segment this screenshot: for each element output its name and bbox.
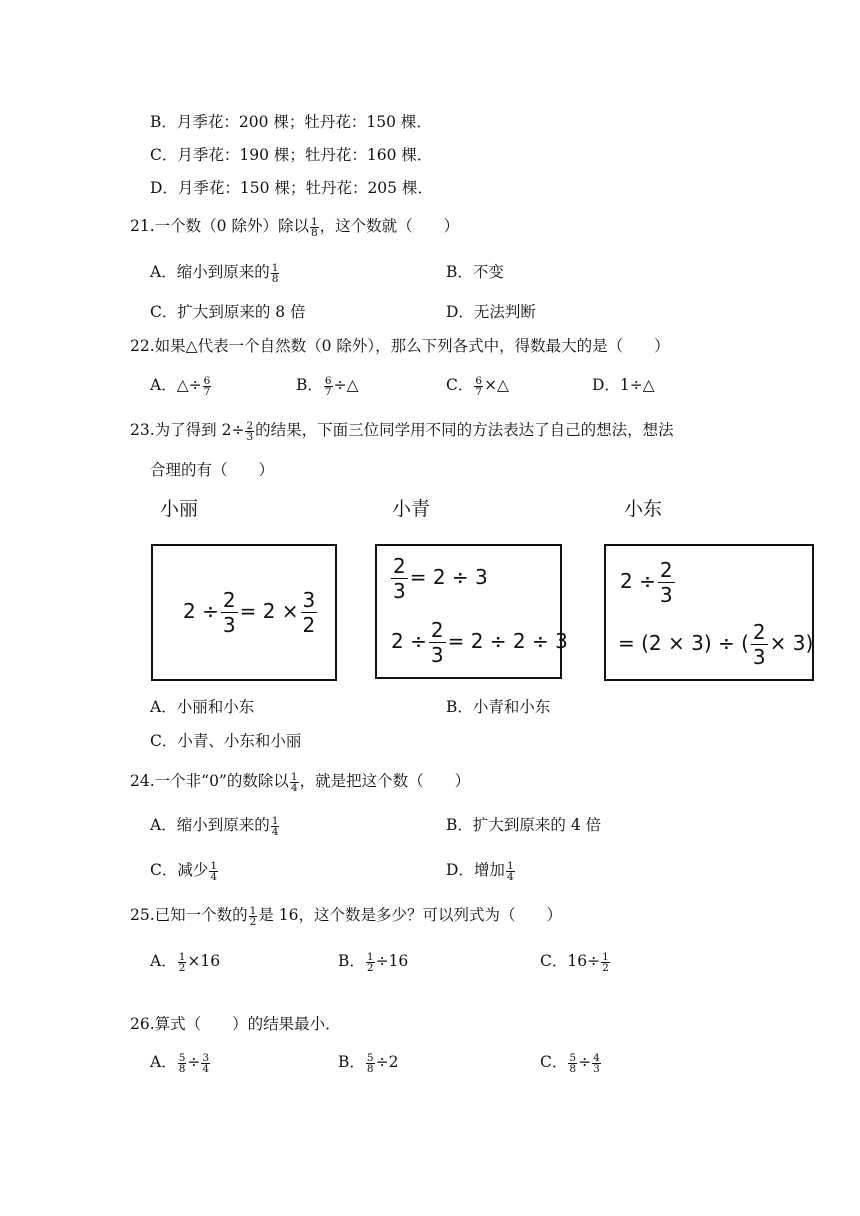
fraction: $\frac{1}{2}$ [249,904,257,928]
q21-option-c: C．扩大到原来的 8 倍 [150,303,306,321]
fraction: $\frac{1}{8}$ [310,215,318,239]
q23-stem-cont: 合理的有（ ） [150,461,275,479]
q23-stem: 23.为了得到 2÷ $\frac{2}{3}$ 的结果，下面三位同学用不同的方法表达了自己的想法，想法 [130,419,674,443]
q22-stem: 22.如果△代表一个自然数（0 除外），那么下列各式中，得数最大的是（ ） [130,337,670,355]
q20-option-d: D．月季花：150 棵；牡丹花：205 棵． [150,179,433,197]
q22-option-d: D．1÷△ [592,376,655,394]
fraction: $\frac{1}{8}$ [271,261,279,285]
fraction: $\frac{5}{8}$ [569,1051,577,1075]
q24-option-a: A．缩小到原来的 $\frac{1}{4}$ [150,814,279,838]
q24-option-c: C．减少 $\frac{1}{4}$ [150,859,218,883]
fraction: $\frac{2}{3}$ [246,419,254,443]
fraction: $\frac{1}{4}$ [271,814,279,838]
q21-option-d: D．无法判断 [446,303,536,321]
xiaodong-equation-2: = (2 × 3) ÷ ( $\frac{2}{3}$ × 3) [618,620,814,669]
fraction: $\frac{6}{7}$ [324,374,332,398]
q25-option-a: A． $\frac{1}{2}$ ×16 [150,950,221,974]
xiaoli-equation: 2 ÷ $\frac{2}{3}$ = 2 × $\frac{3}{2}$ [183,588,316,637]
fraction: $\frac{1}{4}$ [210,859,218,883]
q24-stem: 24.一个非“0”的数除以 $\frac{1}{4}$ ，就是把这个数（ ） [130,770,471,794]
fraction: $\frac{1}{4}$ [506,859,514,883]
fraction: $\frac{2}{3}$ [752,620,766,669]
fraction: $\frac{1}{2}$ [602,950,609,974]
fraction: $\frac{5}{8}$ [366,1051,374,1075]
q26-option-b: B． $\frac{5}{8}$ ÷2 [338,1051,399,1075]
q25-stem: 25.已知一个数的 $\frac{1}{2}$ 是 16，这个数是多少？可以列式为（ ） [130,904,562,928]
q25-option-b: B． $\frac{1}{2}$ ÷16 [338,950,409,974]
fraction: $\frac{2}{3}$ [222,588,236,637]
xiaoqing-method-box [375,544,568,679]
xiaoqing-equation-2: 2 ÷ $\frac{2}{3}$ = 2 ÷ 2 ÷ 3 [391,618,568,667]
fraction: $\frac{2}{3}$ [430,618,444,667]
q24-option-d: D．增加 $\frac{1}{4}$ [446,859,514,883]
q22-option-a: A．△÷ $\frac{6}{7}$ [150,374,211,398]
q21-option-b: B．不变 [446,263,504,281]
student-name-xiaoqing: 小青 [392,498,431,520]
q21-option-a: A．缩小到原来的 $\frac{1}{8}$ [150,261,279,285]
fraction: $\frac{5}{8}$ [178,1051,186,1075]
fraction: $\frac{2}{3}$ [659,558,673,607]
q25-option-c: C．16÷ $\frac{1}{2}$ [540,950,609,974]
q26-option-c: C． $\frac{5}{8}$ ÷ $\frac{4}{3}$ [540,1051,600,1075]
fraction: $\frac{3}{2}$ [302,588,316,637]
q22-option-c: C． $\frac{6}{7}$ ×△ [446,374,509,398]
fraction: $\frac{1}{4}$ [290,770,298,794]
q20-option-c: C．月季花：190 棵；牡丹花：160 棵． [150,146,433,164]
fraction: $\frac{1}{2}$ [366,950,374,974]
q23-option-c: C．小青、小东和小丽 [150,732,302,750]
xiaoli-method-box [151,544,337,681]
xiaoqing-equation-1: $\frac{2}{3}$ = 2 ÷ 3 [393,554,488,603]
fraction: $\frac{6}{7}$ [203,374,211,398]
fraction: $\frac{6}{7}$ [475,374,483,398]
q26-stem: 26.算式（ ）的结果最小． [130,1015,341,1033]
q24-option-b: B．扩大到原来的 4 倍 [446,816,602,834]
q21-stem: 21.一个数（0 除外）除以 $\frac{1}{8}$ ，这个数就（ ） [130,215,460,239]
fraction: $\frac{2}{3}$ [393,554,406,603]
student-name-xiaodong: 小东 [624,498,663,520]
q23-option-b: B．小青和小东 [446,698,551,716]
q26-option-a: A． $\frac{5}{8}$ ÷ $\frac{3}{4}$ [150,1051,210,1075]
q22-option-b: B． $\frac{6}{7}$ ÷△ [296,374,359,398]
xiaodong-equation-1: 2 ÷ $\frac{2}{3}$ [620,558,673,607]
q20-option-b: B．月季花：200 棵；牡丹花：150 棵． [150,113,432,131]
student-name-xiaoli: 小丽 [160,498,199,520]
xiaodong-method-box [604,544,814,681]
fraction: $\frac{4}{3}$ [593,1051,600,1075]
fraction: $\frac{1}{2}$ [178,950,186,974]
fraction: $\frac{3}{4}$ [202,1051,210,1075]
q23-option-a: A．小丽和小东 [150,698,255,716]
